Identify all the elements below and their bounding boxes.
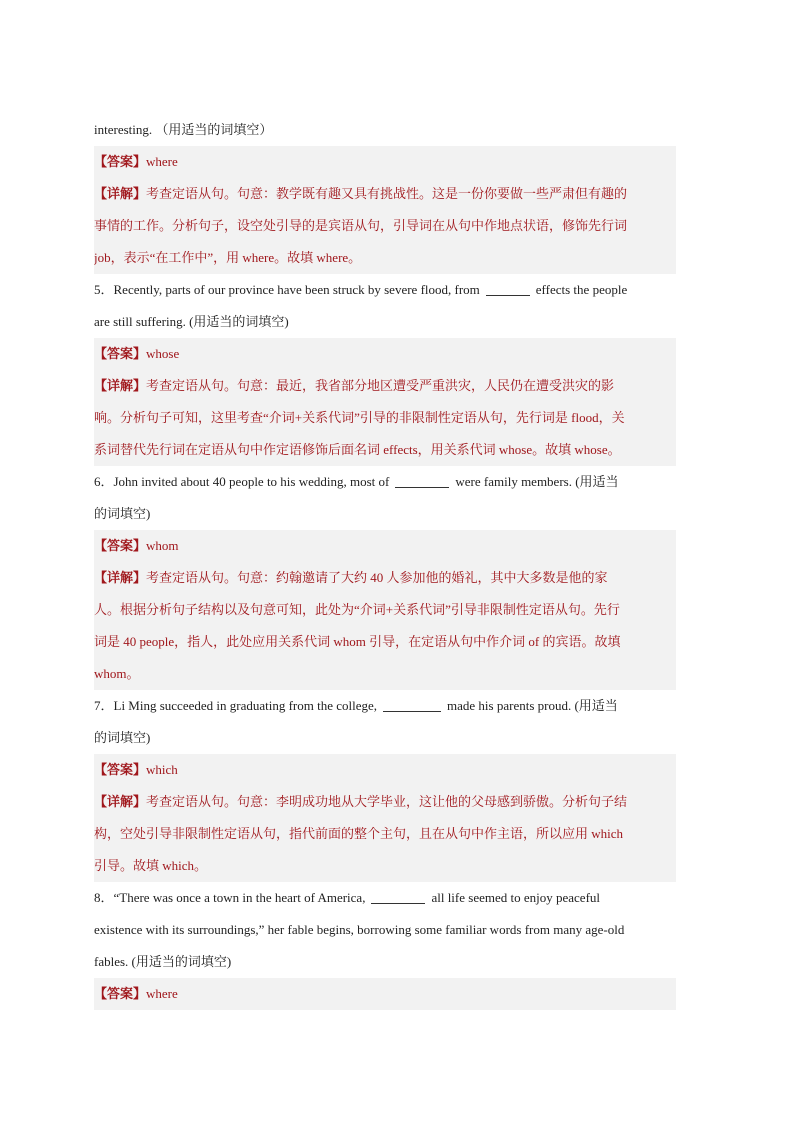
fill-blank: [395, 473, 449, 488]
detail-label: 【详解】: [94, 378, 147, 393]
detail-6-line-2: 人。根据分析句子结构以及句意可知，此处为“介词+关系代词”引导非限制性定语从句。先行: [94, 594, 676, 626]
detail-6-line-1: 【详解】考查定语从句。句意：约翰邀请了大约 40 人参加他的婚礼，其中大多数是他的家: [94, 562, 676, 594]
detail-5-line-1: 【详解】考查定语从句。句意：最近，我省部分地区遭受严重洪灾，人民仍在遭受洪灾的影: [94, 370, 676, 402]
content-area: [94, 114, 676, 1010]
detail-5-line-3: 系词替代先行词在定语从句中作定语修饰后面名词 effects，用关系代词 whose。故填 whose。: [94, 434, 676, 466]
detail-5-line-2: 响。分析句子可知，这里考查“介词+关系代词”引导的非限制性定语从句，先行词是 flood，关: [94, 402, 676, 434]
detail-6-line-4: whom。: [94, 658, 676, 690]
answer-label: 【答案】: [94, 986, 147, 1001]
question-8-line-2: existence with its surroundings,” her fable begins, borrowing some familiar words from many age-old: [94, 922, 625, 937]
answer-5-value: whose: [146, 346, 180, 361]
answer-label: 【答案】: [94, 762, 147, 777]
question-5-line-1: 5．Recently, parts of our province have been struck by severe flood, from effects the people: [94, 282, 628, 297]
question-6-line-2: 的词填空): [94, 506, 151, 521]
fill-blank: [383, 697, 441, 712]
answer-label: 【答案】: [94, 538, 147, 553]
fill-blank: [486, 281, 530, 296]
answer-4-value: where: [146, 154, 178, 169]
detail-7-line-1: 【详解】考查定语从句。句意：李明成功地从大学毕业，这让他的父母感到骄傲。分析句子结: [94, 786, 676, 818]
detail-6-line-3: 词是 40 people，指人，此处应用关系代词 whom 引导，在定语从句中作介词 of 的宾语。故填: [94, 626, 676, 658]
answer-6-value: whom: [146, 538, 179, 553]
question-7-line-2: 的词填空): [94, 730, 151, 745]
answer-6: [94, 530, 676, 562]
answer-7-value: which: [146, 762, 178, 777]
question-8-line-1: 8．“There was once a town in the heart of America, all life seemed to enjoy peaceful: [94, 890, 601, 905]
answer-8-value: where: [146, 986, 178, 1001]
detail-4-line-3: job，表示“在工作中”，用 where。故填 where。: [94, 242, 676, 274]
detail-7-line-3: 引导。故填 which。: [94, 850, 676, 882]
question-4-tail: interesting. （用适当的词填空）: [94, 122, 273, 137]
answer-8: [94, 978, 676, 1010]
answer-label: 【答案】: [94, 346, 147, 361]
detail-label: 【详解】: [94, 794, 147, 809]
answer-label: 【答案】: [94, 154, 147, 169]
detail-7-line-2: 构，空处引导非限制性定语从句，指代前面的整个主句，且在从句中作主语，所以应用 which: [94, 818, 676, 850]
answer-4: [94, 146, 676, 178]
detail-4-line-1: 【详解】考查定语从句。句意：教学既有趣又具有挑战性。这是一份你要做一些严肃但有趣的: [94, 178, 676, 210]
answer-5: [94, 338, 676, 370]
detail-label: 【详解】: [94, 570, 147, 585]
question-8-line-3: fables. (用适当的词填空): [94, 954, 232, 969]
question-6-line-1: 6．John invited about 40 people to his wedding, most of were family members. (用适当: [94, 474, 619, 489]
answer-7: [94, 754, 676, 786]
fill-blank: [371, 889, 425, 904]
question-5-line-2: are still suffering. (用适当的词填空): [94, 314, 289, 329]
detail-label: 【详解】: [94, 186, 147, 201]
detail-4-line-2: 事情的工作。分析句子，设空处引导的是宾语从句，引导词在从句中作地点状语，修饰先行词: [94, 210, 676, 242]
question-7-line-1: 7．Li Ming succeeded in graduating from the college, made his parents proud. (用适当: [94, 698, 618, 713]
